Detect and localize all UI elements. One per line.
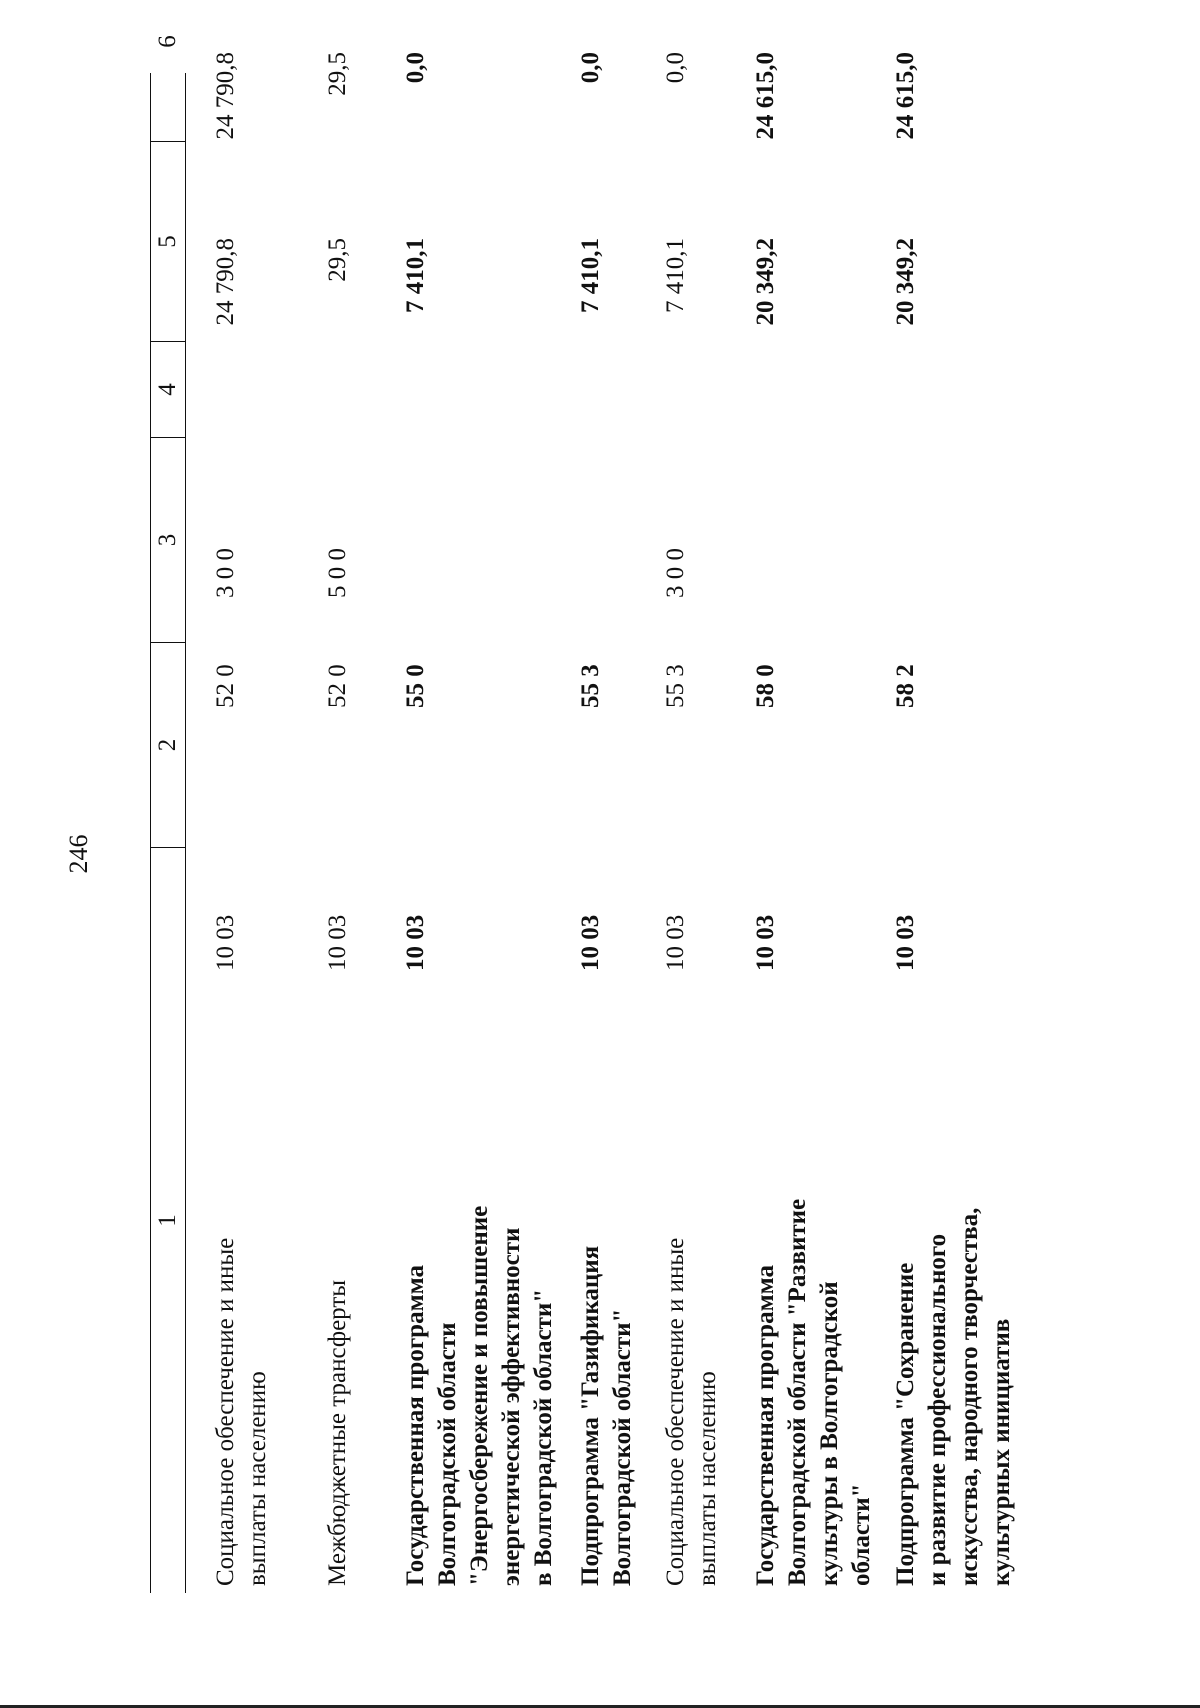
row-name-line: Межбюджетные трансферты [324,1279,351,1586]
header-col-1: 1 [151,847,185,1593]
row-name [890,986,1018,1586]
header-col-6: 6 [151,0,185,141]
row-name-line: культурных инициатив [988,1318,1015,1586]
row-value-col6: 0,0 [402,52,429,84]
row-name [575,986,639,1586]
row-value-col7 [890,0,922,28]
row-name-line: "Энергосбережение и повышение [466,1205,493,1586]
row-name-line: Подпрограмма "Сохранение [892,1262,919,1586]
row-name-line: искусства, народного творчества, [956,1207,983,1586]
row-value-col6: 0,0 [577,52,604,84]
row-name-line: Волгоградской области [434,1322,461,1586]
row-value-col5: 29,5 [324,238,351,282]
row-target-code: 52 0 [212,664,239,708]
row-value-col6: 24 615,0 [752,52,779,140]
row-value-col6: 0,0 [662,52,689,84]
row-section-code: 10 03 [324,914,351,971]
row-name-line: культуры в Волгоградской [816,1281,843,1586]
row-value-col6: 24 615,0 [892,52,919,140]
row-name-line: выплаты населению [694,1371,721,1586]
row-value-col5: 7 410,1 [402,238,429,313]
row-name-line: Государственная программа [752,1265,779,1586]
row-target-code: 55 3 [577,664,604,708]
row-name [210,986,274,1586]
row-expense-type: 3 0 0 [662,548,689,598]
row-name-line: Волгоградской области "Развитие [784,1198,811,1586]
row-value-col5: 24 790,8 [212,238,239,326]
row-name-line: области" [848,1483,875,1586]
row-target-code: 55 3 [662,664,689,708]
row-value-col5: 20 349,2 [752,238,779,326]
row-expense-type: 5 0 0 [324,548,351,598]
row-value-col7 [400,0,432,28]
row-name [322,986,354,1586]
row-name-line: энергетической эффективности [498,1227,525,1586]
row-section-code: 10 03 [402,914,429,971]
row-value-col5: 7 410,1 [577,238,604,313]
row-expense-type: 3 0 0 [212,548,239,598]
row-name-line: Социальное обеспечение и иные [662,1237,689,1586]
row-section-code: 10 03 [577,914,604,971]
page-number: 246 [64,834,93,874]
header-col-2: 2 [151,642,185,847]
row-target-code: 58 0 [752,664,779,708]
table-header [150,35,186,1593]
row-name [660,986,724,1586]
row-name [400,986,560,1586]
row-value-col7 [750,0,782,28]
row-name-line: выплаты населению [244,1371,271,1586]
row-name [750,986,878,1586]
row-target-code: 58 2 [892,664,919,708]
row-value-col7 [575,0,607,28]
row-name-line: Социальное обеспечение и иные [212,1237,239,1586]
row-value-col6: 29,5 [324,52,351,96]
row-name-line: Подпрограмма "Газификация [577,1245,604,1586]
row-target-code: 52 0 [324,664,351,708]
row-value-col7 [322,0,354,28]
row-value-col7 [660,0,692,28]
row-section-code: 10 03 [662,914,689,971]
row-section-code: 10 03 [752,914,779,971]
row-section-code: 10 03 [212,914,239,971]
header-col-3: 3 [151,437,185,642]
row-name-line: в Волгоградской области" [530,1288,557,1586]
row-name-line: и развитие профессионального [924,1233,951,1586]
header-col-5: 5 [151,141,185,341]
header-col-4: 4 [151,341,185,437]
row-name-line: Государственная программа [402,1265,429,1586]
row-section-code: 10 03 [892,914,919,971]
row-value-col6: 24 790,8 [212,52,239,140]
row-target-code: 55 0 [402,664,429,708]
row-name-line: Волгоградской области" [609,1308,636,1586]
row-value-col5: 20 349,2 [892,238,919,326]
row-value-col7 [210,0,242,28]
row-value-col5: 7 410,1 [662,238,689,313]
